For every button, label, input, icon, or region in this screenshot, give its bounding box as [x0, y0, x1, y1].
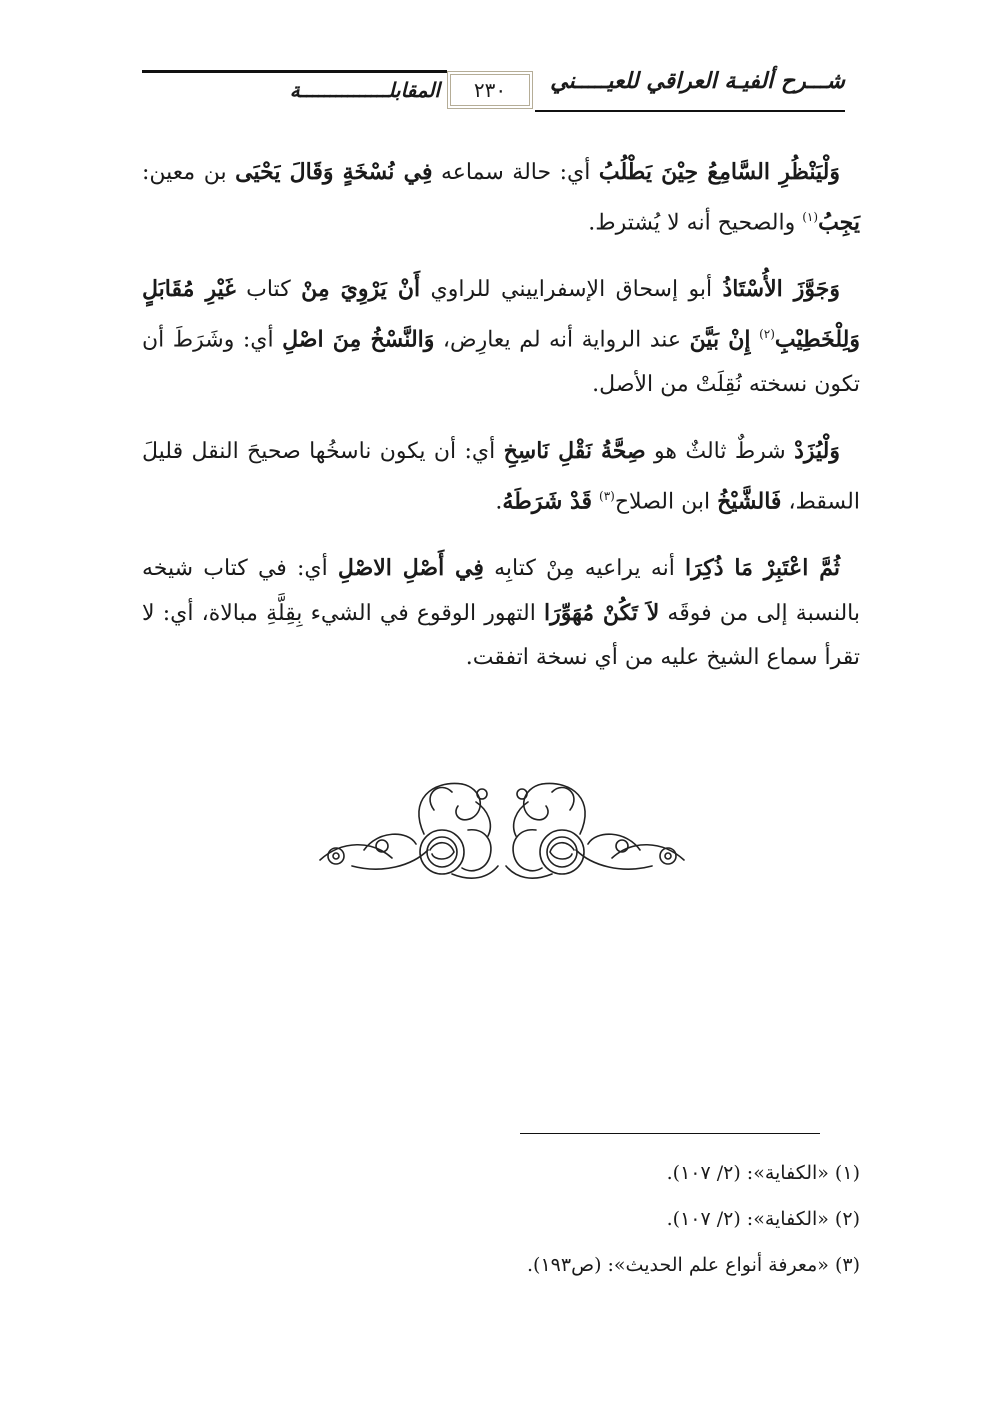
verse-text: فِي أَصْلِ الاصْلِ [337, 554, 484, 581]
header-rule-left [142, 70, 447, 73]
verse-text: يَجِبُ [818, 209, 860, 236]
commentary-text: أي: وشَرَطَ أن تكون نسخته نُقِلَتْ من الأصل. [142, 327, 860, 397]
commentary-text: التهور الوقوع في الشيء بِقِلَّةِ مبالاة، أي: لا تقرأ سماع الشيخ عليه من أي نسخة اتفقت. [142, 600, 860, 670]
commentary-text: عند الرواية أنه لم يعارِض، [434, 327, 690, 353]
footnote-marker: (٢) [759, 327, 775, 342]
commentary-text [592, 489, 599, 514]
footnote-marker: (٣) [599, 488, 615, 503]
body-text [142, 150, 860, 702]
verse-text: قَدْ شَرَطَهُ [502, 487, 593, 514]
footnote-2: (٢) «الكفاية»: (٢/ ١٠٧). [666, 1208, 860, 1230]
running-head-section-title: المقابلـــــــــــــــة [289, 78, 440, 102]
verse-text: وَلْيُزَدْ [794, 437, 840, 464]
footnote-marker: (١) [802, 210, 819, 224]
commentary-text: شرطٌ ثالثٌ هو [645, 438, 795, 464]
running-head-book-title: شـــرح ألفيـة العراقي للعيـــــني [550, 68, 845, 94]
verse-text: فَالشَّيْخُ [717, 487, 782, 514]
paragraph [142, 546, 860, 680]
commentary-text: ابن الصلاح [614, 488, 718, 514]
commentary-text: أنه يراعيه مِنْ كتابِه [483, 555, 686, 581]
page-number: ٢٣٠ [447, 71, 533, 109]
verse-text: أَنْ يَرْوِيَ مِنْ [301, 276, 421, 303]
verse-text: فِي نُسْخَةٍ وَقَالَ يَحْيَى [235, 159, 433, 185]
commentary-text: كتاب [235, 277, 302, 303]
commentary-text: أي: أن يكون ناسخُها صحيحَ النقل قليلَ السقط، [142, 438, 860, 514]
paragraph [142, 150, 860, 245]
commentary-text: أي: في كتاب شيخه بالنسبة إلى من فوقَه [142, 555, 861, 626]
commentary-text: بن معين: [142, 160, 236, 185]
ornament-left-half [320, 783, 498, 878]
verse-text: لاَ تَكُنْ مُهَوِّرَا [543, 599, 660, 626]
footnote-1: (١) «الكفاية»: (٢/ ١٠٧). [666, 1162, 860, 1184]
verse-text: غَيْرِ مُقَابَلٍ وَلِلْخَطِيْبِ [142, 276, 860, 353]
commentary-text: أبو إسحاق الإسفراييني للراوي [420, 277, 723, 303]
verse-text: ثُمَّ اعْتَبِرْ مَا ذُكِرَا [685, 554, 840, 581]
verse-text: وَالنَّسْخُ مِنَ اصْلِ [282, 326, 435, 353]
commentary-text: . [495, 488, 503, 514]
arabesque-divider-icon [312, 770, 692, 890]
footnote-separator [520, 1133, 820, 1134]
paragraph [142, 267, 860, 406]
commentary-text: أي: حالة سماعه [432, 160, 599, 185]
paragraph [142, 429, 860, 524]
footnote-3: (٣) «معرفة أنواع علم الحديث»: (ص١٩٣). [527, 1254, 860, 1276]
verse-text: صِحَّةُ نَقْلِ نَاسِخِ [503, 437, 646, 464]
verse-text: وَلْيَنْظُرِ السَّامِعُ حِيْنَ يَطْلُبُ [598, 159, 840, 185]
verse-text: وَجَوَّزَ الأُسْتَاذُ [722, 276, 841, 303]
verse-text: إِنْ بَيَّنَ [689, 326, 751, 353]
commentary-text: والصحيح أنه لا يُشترط. [588, 210, 803, 236]
header-rule-right [535, 110, 845, 112]
footnotes [400, 1150, 860, 1288]
ornament-right-half [506, 783, 684, 878]
commentary-text [751, 328, 760, 353]
